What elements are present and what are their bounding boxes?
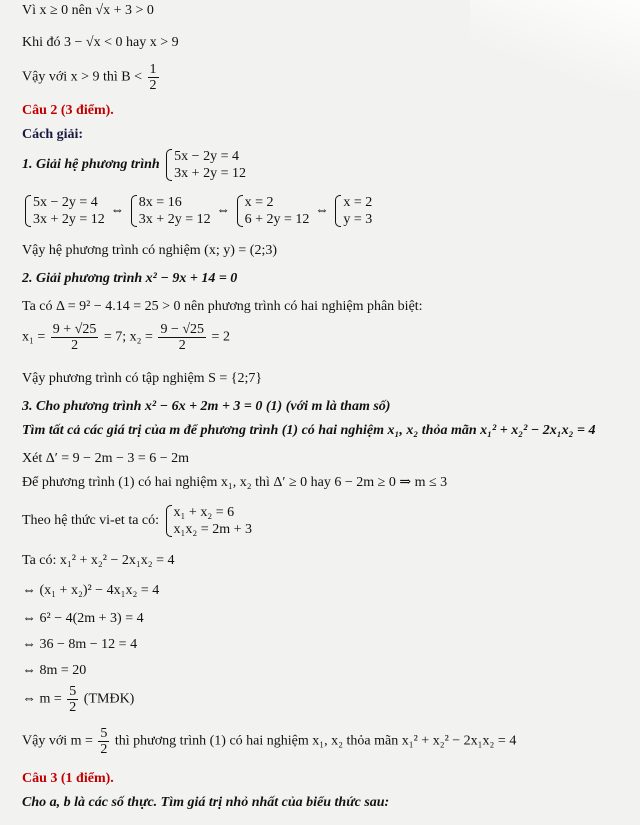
system-vieta: x₁ + x₂ = 6 x₁x₂ = 2m + 3	[165, 504, 252, 538]
fraction-m: $\frac{5}{2}$	[69, 684, 77, 715]
heading-cau-2: Câu 2 (3 điểm).	[22, 103, 114, 118]
system-step-1: 5x − 2y = 4 3x + 2y = 12	[24, 194, 105, 228]
p3-step-4: ⇔ 36 − 8m − 12 = 4	[22, 637, 138, 652]
system-given: 5x − 2y = 4 3x + 2y = 12	[165, 148, 246, 182]
p3-step-1: Ta có: x₁² + x₂² − 2x₁x₂ = 4	[22, 553, 175, 568]
fraction-x2: $\frac{9 - √25}{2}$	[160, 322, 205, 353]
line-sqrt-positive: Vì x ≥ 0 nên √x + 3 > 0	[22, 3, 154, 18]
p3-vieta: Theo hệ thức vi-et ta có: x₁ + x₂ = 6 x₁x₂ = 2m + 3	[22, 505, 252, 537]
system-step-2: 8x = 16 3x + 2y = 12	[130, 194, 211, 228]
p3-task: Tìm tất cả các giá trị của m để phương trình (1) có hai nghiệm x₁, x₂ thỏa mãn x₁² + x₂² − 2x₁x₂ = 4	[22, 423, 596, 438]
p3-step-2: ⇔ (x₁ + x₂)² − 4x₁x₂ = 4	[22, 583, 160, 598]
p2-discriminant: Ta có Δ = 9² − 4.14 = 25 > 0 nên phương trình có hai nghiệm phân biệt:	[22, 299, 423, 314]
p3-conclusion: Vậy với m = $\frac{5}{2}$ thì phương trình (1) có hai nghiệm x₁, x₂ thỏa mãn x₁² + x₂² − 2x₁x₂ = 4	[22, 726, 517, 757]
p1-conclusion: Vậy hệ phương trình có nghiệm (x; y) = (2;3)	[22, 243, 278, 258]
p2-title: 2. Giải phương trình x² − 9x + 14 = 0	[22, 271, 238, 286]
cau3-task: Cho a, b là các số thực. Tìm giá trị nhỏ nhất của biểu thức sau:	[22, 795, 390, 810]
fraction-x1: $\frac{9 + √25}{2}$	[52, 322, 97, 353]
heading-cach-giai: Cách giải:	[22, 127, 84, 142]
photo-glare	[470, 0, 640, 90]
p3-step-3: ⇔ 6² − 4(2m + 3) = 4	[22, 611, 144, 626]
heading-cau-3: Câu 3 (1 điểm).	[22, 771, 114, 786]
p3-title: 3. Cho phương trình x² − 6x + 2m + 3 = 0 (1) (với m là tham số)	[22, 399, 391, 414]
p3-m-value: ⇔ m = $\frac{5}{2}$ (TMĐK)	[22, 684, 135, 715]
fraction-one-half: $\frac{1}{2}$	[149, 62, 157, 93]
system-step-4: x = 2 y = 3	[334, 194, 372, 228]
p3-delta-prime: Xét Δ′ = 9 − 2m − 3 = 6 − 2m	[22, 451, 190, 466]
p2-roots: x₁ = $\frac{9 + √25}{2}$ = 7; x₂ = $\frac{9 - √25}{2}$ = 2	[22, 322, 230, 353]
p1-solution-chain: 5x − 2y = 4 3x + 2y = 12 ⇔ 8x = 16 3x + 2y = 12 ⇔ x = 2 6 + 2y = 12 ⇔ x = 2 y = 3	[22, 194, 374, 228]
p2-conclusion: Vậy phương trình có tập nghiệm S = {2;7}	[22, 371, 263, 386]
line-condition: Khi đó 3 − √x < 0 hay x > 9	[22, 35, 179, 50]
p3-step-5: ⇔ 8m = 20	[22, 663, 87, 678]
fraction-m-conclusion: $\frac{5}{2}$	[100, 726, 108, 757]
system-step-3: x = 2 6 + 2y = 12	[236, 194, 310, 228]
p1-title: 1. Giải hệ phương trình 5x − 2y = 4 3x + 2y = 12	[22, 149, 246, 181]
line-conclusion-1: Vậy với x > 9 thì B < $\frac{1}{2}$	[22, 62, 157, 93]
p3-condition: Để phương trình (1) có hai nghiệm x₁, x₂ thì Δ′ ≥ 0 hay 6 − 2m ≥ 0 ⇒ m ≤ 3	[22, 475, 448, 490]
